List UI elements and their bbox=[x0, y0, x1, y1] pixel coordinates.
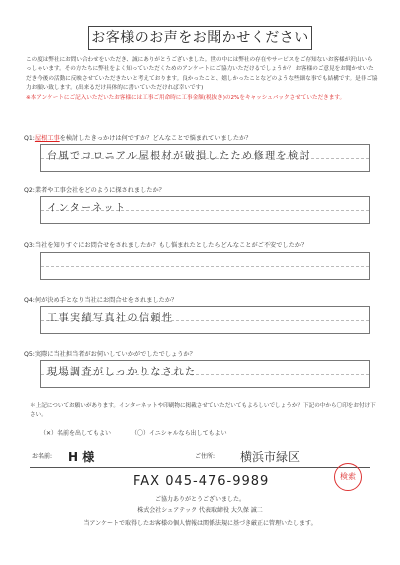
q4-text: 何が決め手となり当社にお問合せをされましたか？ bbox=[34, 297, 178, 304]
q4-prefix: Q4: bbox=[24, 297, 35, 304]
q3-text: 当社を知りすぐにお問合せをされましたか？もし悩まれたとしたらどんなことがご不安でしたか？ bbox=[34, 242, 308, 249]
address-value[interactable]: 横浜市緑区 bbox=[240, 450, 301, 464]
answer-box-1[interactable] bbox=[40, 144, 370, 172]
guide-line bbox=[41, 266, 369, 267]
question-3 bbox=[24, 240, 307, 249]
answer-box-2[interactable] bbox=[40, 196, 370, 224]
question-4 bbox=[24, 295, 177, 304]
q1-prefix: Q1: bbox=[24, 135, 35, 142]
intro-text bbox=[26, 56, 378, 103]
q1-keyword: 屋根工事 bbox=[34, 135, 60, 142]
answer-box-3[interactable] bbox=[40, 252, 370, 280]
question-1 bbox=[24, 133, 251, 142]
consent-options bbox=[40, 428, 245, 437]
name-label: お名前: bbox=[32, 453, 53, 460]
company-signature: 株式会社シェアテック 代表取締役 大久保 誠二 bbox=[137, 507, 263, 514]
q3-prefix: Q3: bbox=[24, 242, 35, 249]
page-title: お客様のお声をお聞かせください bbox=[88, 26, 312, 50]
stamp-text: 検索 bbox=[340, 472, 356, 481]
fax-number: FAX 045-476-9989 bbox=[133, 474, 270, 489]
answer-2: インターネット bbox=[47, 203, 127, 214]
answer-box-4[interactable] bbox=[40, 306, 370, 334]
answer-1: 台風でコロニアル屋根材が破損したため修理を検討 bbox=[47, 151, 312, 162]
q1-text: を検討したきっかけは何ですか？どんなことで悩まれていましたか？ bbox=[59, 135, 252, 142]
name-value[interactable]: H 様 bbox=[68, 450, 95, 464]
q5-text: 実際に当社担当者がお伺いしていかがでしたでしょうか？ bbox=[34, 351, 196, 358]
question-2 bbox=[24, 185, 165, 194]
answer-5: 現場調査がしっかりなされた bbox=[47, 367, 197, 378]
cashback-note: ※本アンケートにご記入いただいたお客様には工事ご用命時に工事金額(税抜き)の2%をキャッシュバックさせていただきます。 bbox=[26, 94, 346, 101]
answer-box-5[interactable] bbox=[40, 360, 370, 388]
address-label: ご住所: bbox=[195, 453, 216, 460]
stamp-seal bbox=[334, 463, 362, 491]
name-address-row bbox=[30, 449, 370, 468]
consent-text: ＊上記についてお願いがあります。インターネットや印刷物に掲載させていただいてもよろしいでしょうか？下記の中から〇印をお付け下さい。 bbox=[30, 403, 376, 418]
question-5 bbox=[24, 349, 196, 358]
q2-prefix: Q2: bbox=[24, 187, 35, 194]
answer-4: 工事実績写真社の信頼性 bbox=[47, 313, 174, 324]
intro-body: この度は弊社にお問い合わせをいただき、誠にありがとうございました。世の中には弊社の存在やサービスをご存知ないお客様が沢山いらっしゃいます。その方たちに弊社をよく知っていただくためのアンケートにご協力いただけるでしょうか？ お客様のご意見をお聞かせいただき今後の活動に反映させていただきたいと考えております。良かったこと、嬉しかったことなどのような些細な事でも結構です。是非ご協力お願い致します。(出来るだけ具体的に書いていただければ幸いです) bbox=[26, 57, 378, 92]
thanks-text: ご協力ありがとうございました。 bbox=[154, 496, 245, 503]
q5-prefix: Q5: bbox=[24, 351, 35, 358]
option-initials[interactable]: （〇）イニシャルなら出してもよい bbox=[130, 430, 227, 437]
q2-text: 業者や工事会社をどのように探されましたか？ bbox=[34, 187, 165, 194]
privacy-note: 当アンケートで取得したお客様の個人情報は関係法規に基づき厳正に管理いたします。 bbox=[83, 520, 317, 527]
option-full-name[interactable]: （✕）名前を出してもよい bbox=[40, 430, 112, 437]
